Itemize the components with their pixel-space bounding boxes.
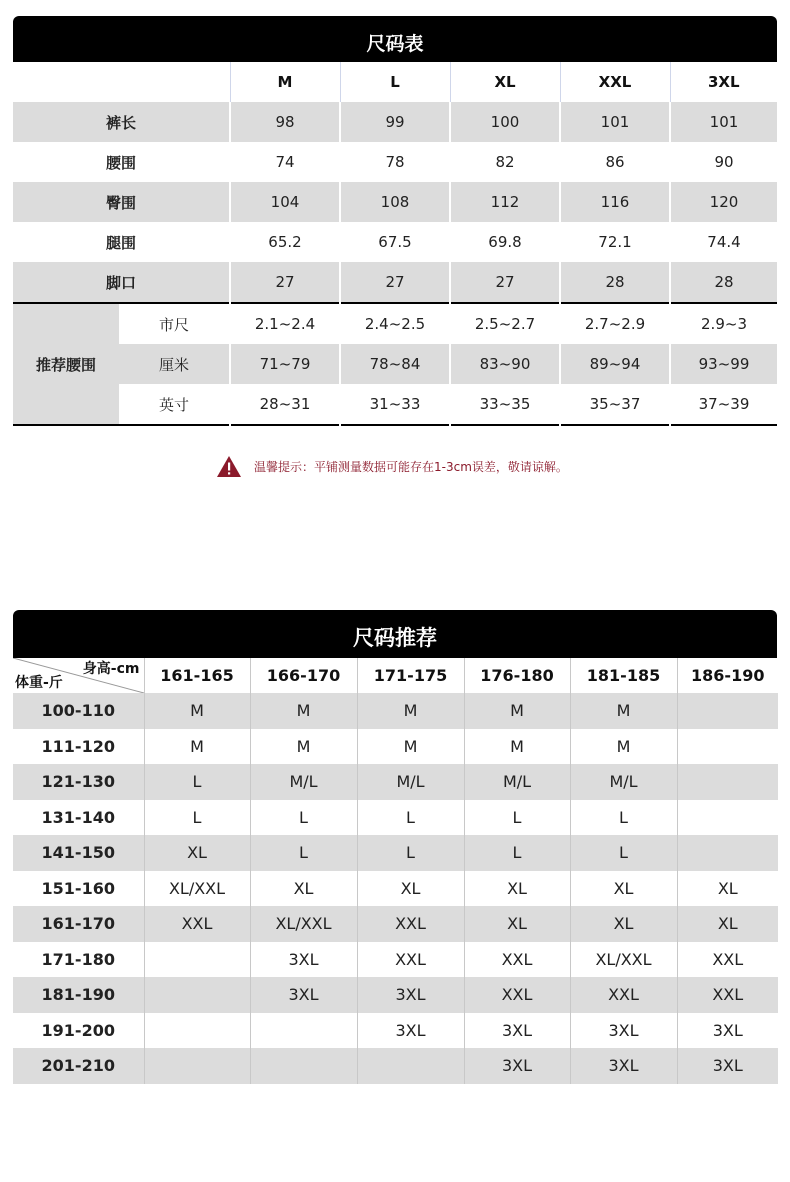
measurement-value: 27	[450, 262, 560, 303]
recommended-size	[144, 1013, 250, 1049]
recommended-size: XXL	[357, 906, 464, 942]
measurement-value: 98	[230, 102, 340, 142]
height-header-row	[13, 658, 778, 693]
measurement-value: 28	[670, 262, 777, 303]
weight-row	[13, 1048, 778, 1084]
recommended-size: 3XL	[677, 1048, 778, 1084]
waist-value: 89~94	[560, 344, 670, 384]
weight-row	[13, 764, 778, 800]
measurement-label: 臀围	[13, 182, 230, 222]
recommended-size: 3XL	[357, 977, 464, 1013]
recommendation-title: 尺码推荐	[13, 610, 777, 658]
measurement-value: 27	[340, 262, 450, 303]
recommended-size: XL	[357, 871, 464, 907]
recommended-size: M	[144, 729, 250, 765]
recommended-size: M	[464, 729, 570, 765]
recommended-size: XL	[464, 906, 570, 942]
weight-row	[13, 942, 778, 978]
waist-value: 83~90	[450, 344, 560, 384]
recommended-size: L	[144, 764, 250, 800]
weight-row	[13, 906, 778, 942]
recommended-size	[677, 800, 778, 836]
weight-row	[13, 871, 778, 907]
table-corner	[13, 658, 144, 693]
measurement-value: 74	[230, 142, 340, 182]
waist-value: 35~37	[560, 384, 670, 425]
weight-row	[13, 977, 778, 1013]
size-row	[13, 102, 777, 142]
height-header: 171-175	[357, 658, 464, 693]
waist-row	[13, 384, 777, 425]
unit-label: 英寸	[159, 395, 190, 414]
recommended-size: L	[570, 835, 677, 871]
recommended-size: XXL	[464, 942, 570, 978]
waist-value: 33~35	[450, 384, 560, 425]
measurement-value: 101	[670, 102, 777, 142]
recommended-size: 3XL	[357, 1013, 464, 1049]
size-header: L	[340, 62, 450, 102]
waist-value: 93~99	[670, 344, 777, 384]
recommended-size: M	[250, 693, 357, 729]
measurement-value: 69.8	[450, 222, 560, 262]
measurement-label: 腿围	[105, 233, 136, 252]
measurement-value: 90	[670, 142, 777, 182]
measurement-value: 65.2	[230, 222, 340, 262]
weight-label: 151-160	[41, 878, 115, 898]
measurement-value: 78	[340, 142, 450, 182]
recommended-size	[677, 693, 778, 729]
measurement-value: 101	[560, 102, 670, 142]
height-header: 166-170	[250, 658, 357, 693]
waist-value: 78~84	[340, 344, 450, 384]
size-row	[13, 222, 777, 262]
recommended-size: M	[250, 729, 357, 765]
recommended-size	[250, 1013, 357, 1049]
recommended-size: XXL	[144, 906, 250, 942]
weight-label: 191-200	[41, 1020, 115, 1040]
size-header: XXL	[560, 62, 670, 102]
weight-label: 111-120	[41, 736, 115, 756]
waist-value: 2.7~2.9	[560, 303, 670, 344]
size-header: XL	[450, 62, 560, 102]
measurement-value: 99	[340, 102, 450, 142]
unit-label: 厘米	[119, 344, 230, 384]
recommended-size: L	[464, 800, 570, 836]
recommended-size: XXL	[677, 942, 778, 978]
measurement-value: 100	[450, 102, 560, 142]
recommended-size: XL	[570, 906, 677, 942]
recommended-size: M	[570, 693, 677, 729]
measurement-value: 104	[230, 182, 340, 222]
recommended-size: M/L	[250, 764, 357, 800]
recommended-size: XL/XXL	[570, 942, 677, 978]
recommended-size: 3XL	[464, 1048, 570, 1084]
recommended-size: L	[250, 835, 357, 871]
recommended-size: L	[357, 800, 464, 836]
weight-row	[13, 800, 778, 836]
size-row	[13, 182, 777, 222]
size-row	[13, 262, 777, 303]
measurement-value: 120	[670, 182, 777, 222]
recommended-size: L	[464, 835, 570, 871]
weight-row	[13, 1013, 778, 1049]
header-corner	[13, 62, 230, 102]
recommended-size: M/L	[570, 764, 677, 800]
note-text: 温馨提示：平铺测量数据可能存在1-3cm误差，敬请谅解。	[254, 460, 568, 474]
recommended-size: 3XL	[250, 942, 357, 978]
recommended-size: L	[357, 835, 464, 871]
recommended-size: XXL	[464, 977, 570, 1013]
recommended-size: M	[570, 729, 677, 765]
recommended-size	[357, 1048, 464, 1084]
height-header: 161-165	[144, 658, 250, 693]
weight-row	[13, 729, 778, 765]
measurement-value: 112	[450, 182, 560, 222]
recommended-size: L	[250, 800, 357, 836]
recommended-size	[250, 1048, 357, 1084]
height-header: 181-185	[570, 658, 677, 693]
recommended-size: 3XL	[250, 977, 357, 1013]
waist-value: 2.9~3	[670, 303, 777, 344]
recommended-size	[677, 835, 778, 871]
waist-value: 2.4~2.5	[340, 303, 450, 344]
size-chart-table	[13, 62, 777, 426]
recommended-size: M/L	[464, 764, 570, 800]
measurement-value: 86	[560, 142, 670, 182]
waist-value: 2.1~2.4	[230, 303, 340, 344]
recommended-size: M	[357, 729, 464, 765]
measurement-label: 腰围	[105, 153, 136, 172]
weight-label: 100-110	[13, 693, 144, 729]
warning-icon	[216, 455, 242, 478]
weight-row	[13, 835, 778, 871]
recommended-size: XL	[464, 871, 570, 907]
height-header: 186-190	[677, 658, 778, 693]
recommended-size: XL	[144, 835, 250, 871]
measurement-note	[216, 455, 568, 478]
weight-row	[13, 693, 778, 729]
weight-label: 181-190	[13, 977, 144, 1013]
measurement-value: 27	[230, 262, 340, 303]
recommended-size: 3XL	[677, 1013, 778, 1049]
recommended-size	[677, 764, 778, 800]
measurement-value: 74.4	[670, 222, 777, 262]
waist-value: 71~79	[230, 344, 340, 384]
recommended-size: XXL	[570, 977, 677, 1013]
size-recommendation-table	[13, 658, 778, 1084]
recommended-size: M/L	[357, 764, 464, 800]
recommended-size: 3XL	[464, 1013, 570, 1049]
measurement-label: 脚口	[13, 262, 230, 303]
measurement-value: 28	[560, 262, 670, 303]
recommended-size: XXL	[677, 977, 778, 1013]
recommended-size: XL/XXL	[144, 871, 250, 907]
waist-row	[13, 303, 777, 344]
weight-label: 161-170	[13, 906, 144, 942]
unit-label: 市尺	[119, 303, 230, 344]
measurement-value: 67.5	[340, 222, 450, 262]
measurement-label: 裤长	[13, 102, 230, 142]
measurement-value: 72.1	[560, 222, 670, 262]
recommended-size: XL	[250, 871, 357, 907]
size-header-row	[13, 62, 777, 102]
waist-row	[13, 344, 777, 384]
recommended-size	[144, 942, 250, 978]
recommended-size: M	[144, 693, 250, 729]
weight-axis-label: 体重-斤	[15, 675, 63, 691]
recommended-size: XL	[677, 871, 778, 907]
recommended-size: XL	[677, 906, 778, 942]
recommended-size: L	[144, 800, 250, 836]
recommended-size: 3XL	[570, 1013, 677, 1049]
recommended-size	[677, 729, 778, 765]
height-axis-label: 身高-cm	[82, 661, 140, 677]
waist-value: 28~31	[230, 384, 340, 425]
size-chart-title: 尺码表	[13, 16, 777, 62]
recommended-size	[144, 977, 250, 1013]
measurement-value: 116	[560, 182, 670, 222]
weight-label: 141-150	[13, 835, 144, 871]
recommended-waist-label: 推荐腰围	[13, 303, 119, 425]
recommended-size: M	[464, 693, 570, 729]
measurement-value: 108	[340, 182, 450, 222]
recommended-size: XL/XXL	[250, 906, 357, 942]
measurement-value: 82	[450, 142, 560, 182]
recommended-size: L	[570, 800, 677, 836]
recommended-size: 3XL	[570, 1048, 677, 1084]
size-header: 3XL	[670, 62, 777, 102]
waist-value: 2.5~2.7	[450, 303, 560, 344]
waist-value: 31~33	[340, 384, 450, 425]
weight-label: 131-140	[41, 807, 115, 827]
recommended-size: XXL	[357, 942, 464, 978]
waist-value: 37~39	[670, 384, 777, 425]
weight-label: 171-180	[41, 949, 115, 969]
size-header: M	[230, 62, 340, 102]
recommended-size: M	[357, 693, 464, 729]
weight-label: 121-130	[13, 764, 144, 800]
height-header: 176-180	[464, 658, 570, 693]
size-row	[13, 142, 777, 182]
recommended-size: XL	[570, 871, 677, 907]
recommended-size	[144, 1048, 250, 1084]
weight-label: 201-210	[13, 1048, 144, 1084]
